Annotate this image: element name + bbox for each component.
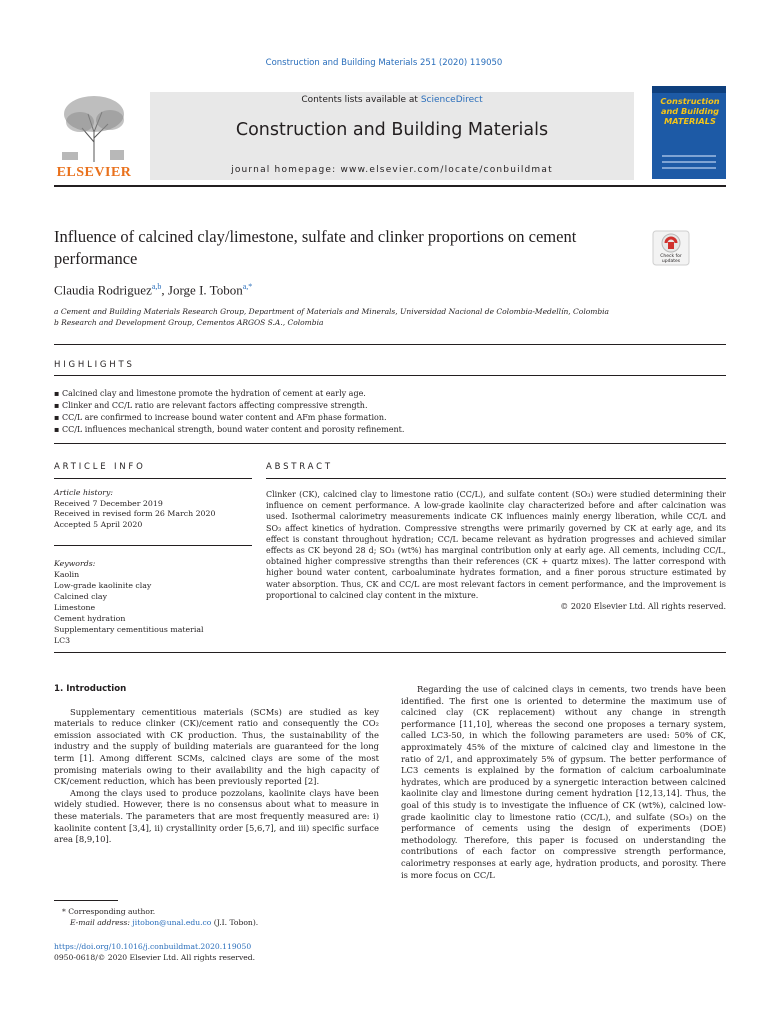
author-name[interactable]: Jorge I. Tobon [167,282,243,298]
paragraph: Supplementary cementitious materials (SCMs) are studied as key materials to reduce clinker (CK)/cement ratio and consequently the CO₂ emission associated with CK production. Thus, the sustainability of the industry and the supply of building materials are guaranteed for the long term [1]. Among different SCMs, calcined clays are some of the most promising materials owing to their availability and the high capacity of CK/cement reduction, which has been previously reported [2]. [54,706,379,787]
revised-date: Received in revised form 26 March 2020 [54,509,216,518]
keywords-label: Keywords: [54,559,96,568]
keyword: Calcined clay [54,592,107,601]
author-affiliation-marker[interactable]: a,b [151,282,162,291]
contents-line [150,95,634,105]
sciencedirect-link[interactable]: ScienceDirect [420,95,483,105]
elsevier-wordmark: ELSEVIER [56,165,132,180]
keyword: Cement hydration [54,614,126,623]
journal-cover-image[interactable] [652,86,726,179]
received-date: Received 7 December 2019 [54,498,163,508]
history-label: Article history: [54,488,114,497]
email-label: E-mail address: [70,918,130,927]
article-info-heading: ARTICLE INFO [54,462,146,472]
highlight-item: ▪ CC/L are confirmed to increase bound water content and AFm phase formation. [54,412,726,424]
doi-link[interactable]: https://doi.org/10.1016/j.conbuildmat.2020.119050 [54,942,252,951]
keyword: Low-grade kaolinite clay [54,581,152,590]
cover-title: Construction and Building MATERIALS [660,96,720,126]
divider [54,545,252,546]
abstract-copyright: © 2020 Elsevier Ltd. All rights reserved. [560,602,726,612]
affiliation-b: b Research and Development Group, Cementos ARGOS S.A., Colombia [54,318,324,327]
paragraph: Among the clays used to produce pozzolans, kaolinite clays have been widely studied. However, there is no consensus about what to measure in these materials. The parameters that are most frequently measured are: i) kaolinite content [3,4], ii) crystallinity order [5,6,7], and iii) specific surface area [8,9,10]. [54,787,379,845]
keywords-block [54,558,252,646]
divider [54,443,726,444]
abstract-body [266,489,726,612]
author-list [54,282,252,298]
highlights-list [54,388,726,436]
article-history [54,488,252,530]
divider [54,652,726,653]
section-heading: 1. Introduction [54,684,127,694]
keyword: Limestone [54,603,96,612]
cover-strip [652,86,726,93]
keyword: Supplementary cementitious material [54,625,204,634]
email-suffix: (J.I. Tobon). [213,918,259,927]
paragraph: Regarding the use of calcined clays in cements, two trends have been identified. The first one is oriented to determine the maximum use of calcined clay (CK replacement) without any change in strength performance [11,10], whereas the second one proposes a ternary system, called LC3-50, in which the following parameters are used: 50% of CK, approximately 45% of the mixture of calcined clay and limestone in the ratio of 2/1, and approximately 5% of gypsum. The better performance of LC3 cements is explained by the formation of calcium carboaluminate hydrates, which are produced by a synergetic interaction between calcined kaolinite clay and limestone during cement hydration [12,13,14]. Thus, the goal of this study is to investigate the influence of CK (wt%), calcined low-grade kaolinitic clay to limestone ratio (CC/L), and sulfate (SO₃) on the performance of cements using the design of experiments (DOE) methodology. Therefore, this paper is focused on understanding the contributions of each factor on compressive strength performance, calorimetry responses at early age, hydration products, and porosity. There is more focus on CC/L [401,684,726,880]
highlight-item: ▪ CC/L influences mechanical strength, bound water content and porosity refinement. [54,424,726,436]
author-separator: , [161,282,165,298]
author-affiliation-marker[interactable]: a,* [242,282,253,291]
journal-title: Construction and Building Materials [235,120,549,140]
check-for-updates-button[interactable] [652,230,690,266]
issn-copyright: 0950-0618/© 2020 Elsevier Ltd. All rights reserved. [54,953,256,962]
affiliation-a: a Cement and Building Materials Research Group, Department of Materials and Minerals, Universidad Nacional de Colombia-Medellín, Colombia [54,307,610,316]
accepted-date: Accepted 5 April 2020 [54,519,143,529]
footnote-rule [54,900,118,901]
abstract-text: Clinker (CK), calcined clay to limestone ratio (CC/L), and sulfate content (SO₃) were studied determining their influence on cement performance. A low-grade kaolinite clay characterized before and after calcination was used. Isothermal calorimetry measurements indicate CK influences mainly energy liberation, while CC/L and SO₃ affect kinetics of hydration. Compressive strengths were primarily governed by CK at early age, and its effect is constant throughout hydration; CC/L became relevant as hydration progresses and achieved similar effects as CK beyond 28 d; SO₃ (wt%) has marginal contribution only at early age. All cements, including CC/L, obtained higher compressive strengths than their references (CK + quartz mixes). The latter correspond with higher bound water content, carboaluminate hydrates formation, and a finer porous structure estimated by water absorption. Thus, CK and CC/L are most relevant factors in cement performance, and the improvement is proportional to calcined clay content in the mixture. [266,490,726,600]
highlight-item: ▪ Clinker and CC/L ratio are relevant factors affecting compressive strength. [54,400,726,412]
contents-prefix: Contents lists available at [301,95,418,105]
cover-decoration [662,151,716,169]
email-link[interactable]: jitobon@unal.edu.co [132,918,212,927]
check-updates-label: Check for updates [660,254,682,264]
author-name[interactable]: Claudia Rodriguez [54,282,152,298]
corresponding-author-note: * Corresponding author. [62,907,156,916]
body-column-right [401,684,726,881]
body-column-left [54,684,379,846]
abstract-heading: ABSTRACT [266,462,333,472]
keyword: LC3 [54,636,71,645]
doi-block [54,941,379,963]
highlights-heading: HIGHLIGHTS [54,360,135,370]
article-title: Influence of calcined clay/limestone, sulfate and clinker proportions on cement performance [54,227,577,268]
journal-reference[interactable]: Construction and Building Materials 251 (2020) 119050 [265,58,503,68]
highlight-item: ▪ Calcined clay and limestone promote the hydration of cement at early age. [54,388,726,400]
affiliations [54,306,726,328]
divider [54,375,726,376]
divider [54,344,726,345]
footnote [54,906,379,928]
keyword: Kaolin [54,570,80,579]
journal-homepage-link[interactable]: journal homepage: www.elsevier.com/locate/conbuildmat [231,165,553,175]
divider [54,478,252,479]
divider [266,478,726,479]
header-rule [54,185,726,187]
